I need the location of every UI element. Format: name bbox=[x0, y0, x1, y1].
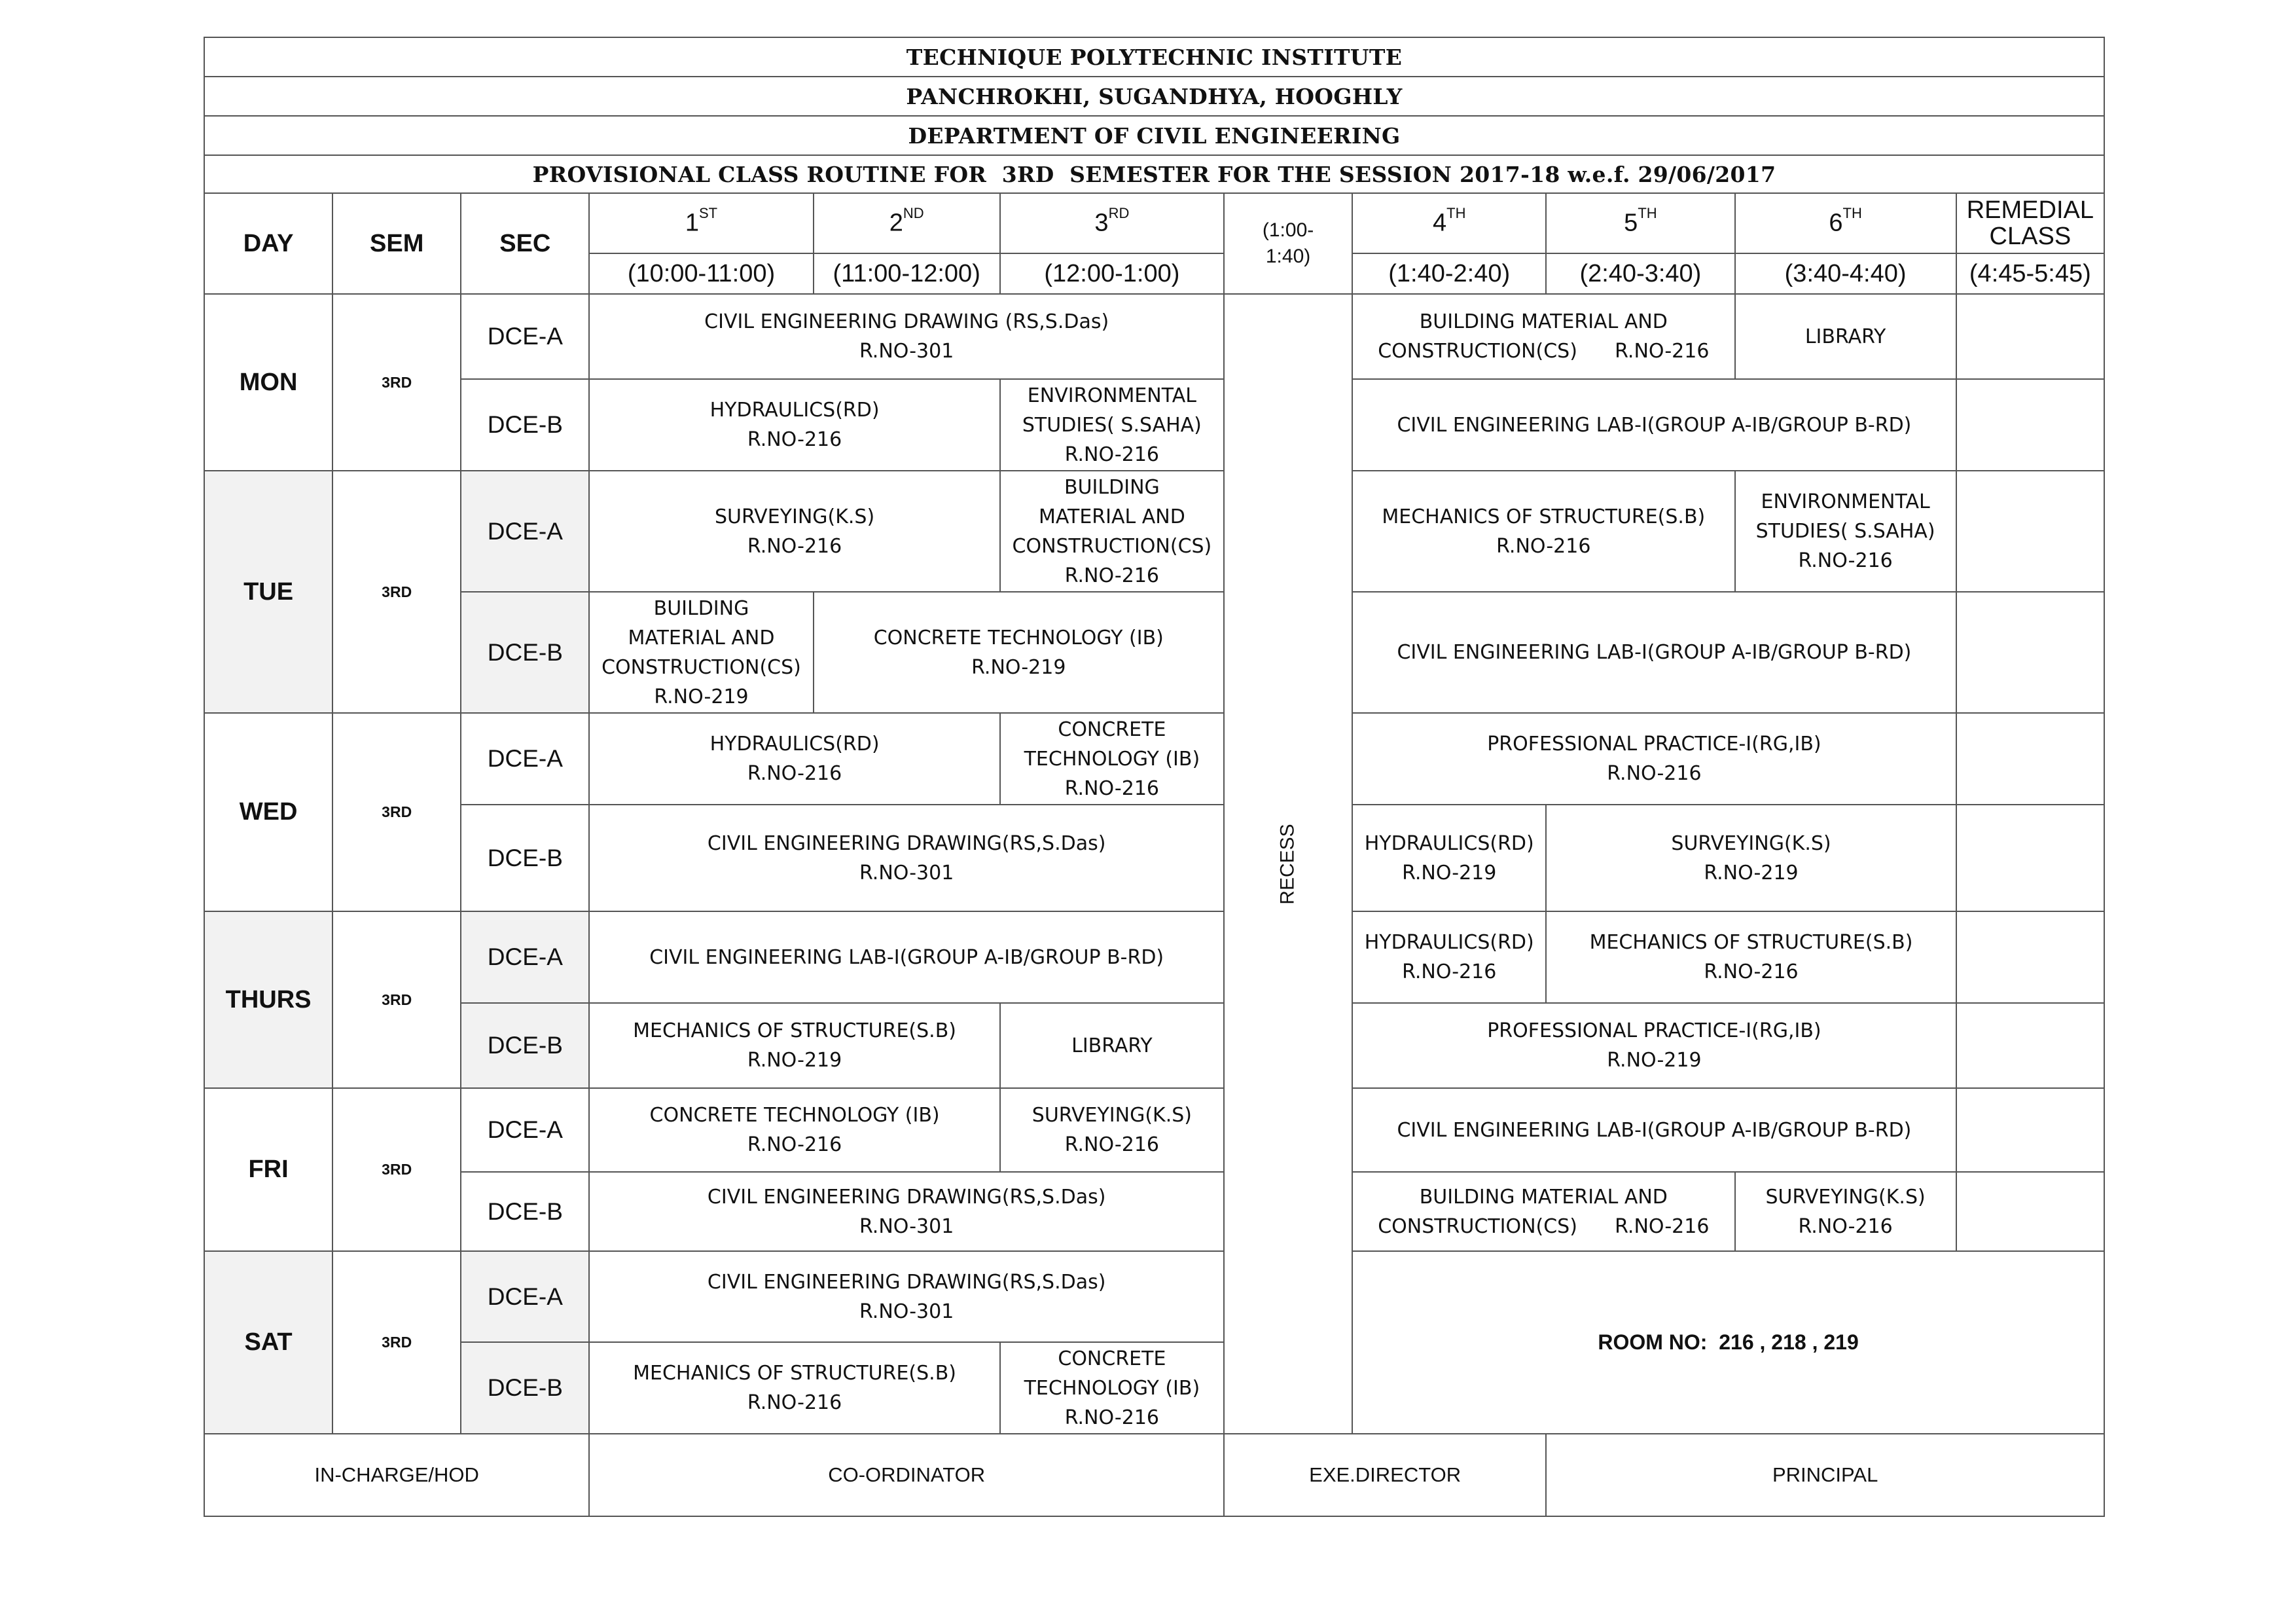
sem-sat: 3RD bbox=[332, 1251, 461, 1434]
class-cell bbox=[589, 1088, 999, 1172]
class-cell bbox=[589, 471, 999, 592]
col-header-break: (1:00- 1:40) bbox=[1224, 193, 1352, 294]
class-cell-line: SURVEYING(K.S) bbox=[1031, 1104, 1192, 1127]
col-header-remedial: REMEDIAL CLASS bbox=[1956, 193, 2104, 253]
class-cell-line: CIVIL ENGINEERING DRAWING (RS,S.Das) bbox=[704, 310, 1109, 333]
class-cell-line: TECHNOLOGY (IB) bbox=[1024, 747, 1200, 771]
sec-tue-a: DCE-A bbox=[461, 471, 589, 592]
remedial-cell bbox=[1956, 713, 2104, 805]
class-cell-line: PROFESSIONAL PRACTICE-I(RG,IB) bbox=[1487, 1019, 1821, 1042]
class-cell bbox=[589, 1172, 1224, 1251]
signature-incharge-hod: IN-CHARGE/HOD bbox=[204, 1434, 589, 1516]
col-header-period-6: 6TH bbox=[1735, 193, 1956, 253]
class-cell-line: SURVEYING(K.S) bbox=[714, 505, 875, 528]
signature-principal: PRINCIPAL bbox=[1546, 1434, 2104, 1516]
signature-exe-director: EXE.DIRECTOR bbox=[1224, 1434, 1546, 1516]
class-cell-line: R.NO-301 bbox=[859, 1300, 954, 1323]
sem-wed: 3RD bbox=[332, 713, 461, 911]
sec-wed-a: DCE-A bbox=[461, 713, 589, 805]
sec-fri-b: DCE-B bbox=[461, 1172, 589, 1251]
col-header-period-5: 5TH bbox=[1546, 193, 1734, 253]
institute-address: PANCHROKHI, SUGANDHYA, HOOGHLY bbox=[204, 77, 2104, 116]
class-cell-line: CIVIL ENGINEERING LAB-I(GROUP A-IB/GROUP B-RD) bbox=[1397, 1118, 1912, 1142]
sec-wed-b: DCE-B bbox=[461, 805, 589, 911]
day-wed: WED bbox=[204, 713, 332, 911]
class-cell bbox=[589, 1342, 999, 1434]
class-cell bbox=[1546, 911, 1956, 1003]
day-sat: SAT bbox=[204, 1251, 332, 1434]
class-cell-line: CONSTRUCTION(CS) R.NO-216 bbox=[1378, 340, 1710, 363]
class-cell-line: R.NO-216 bbox=[747, 1391, 842, 1414]
class-cell-line: CONSTRUCTION(CS) bbox=[601, 655, 801, 679]
class-cell-line: CONCRETE TECHNOLOGY (IB) bbox=[873, 626, 1164, 649]
class-cell-line: CONSTRUCTION(CS) bbox=[1012, 534, 1212, 558]
class-cell bbox=[589, 592, 813, 713]
class-cell-line: R.NO-216 bbox=[1798, 1214, 1893, 1238]
class-cell-line: MECHANICS OF STRUCTURE(S.B) bbox=[633, 1362, 956, 1385]
remedial-cell bbox=[1956, 911, 2104, 1003]
class-cell bbox=[589, 379, 999, 471]
period-4-time: (1:40-2:40) bbox=[1352, 253, 1546, 294]
remedial-cell bbox=[1956, 379, 2104, 471]
class-cell bbox=[1000, 713, 1224, 805]
institute-name: TECHNIQUE POLYTECHNIC INSTITUTE bbox=[204, 37, 2104, 77]
class-cell bbox=[1352, 1003, 1956, 1088]
signature-coordinator: CO-ORDINATOR bbox=[589, 1434, 1224, 1516]
period-6-time: (3:40-4:40) bbox=[1735, 253, 1956, 294]
class-cell-line: SURVEYING(K.S) bbox=[1765, 1185, 1926, 1209]
remedial-cell bbox=[1956, 1172, 2104, 1251]
class-cell bbox=[1735, 471, 1956, 592]
class-cell-line: CIVIL ENGINEERING DRAWING(RS,S.Das) bbox=[707, 831, 1106, 855]
sec-mon-a: DCE-A bbox=[461, 294, 589, 379]
class-cell-line: BUILDING bbox=[1064, 475, 1160, 499]
class-cell-line: R.NO-216 bbox=[1607, 762, 1702, 785]
class-cell-line: HYDRAULICS(RD) bbox=[1364, 831, 1534, 855]
class-cell-line: CONCRETE bbox=[1058, 718, 1166, 741]
class-cell-line: R.NO-219 bbox=[1607, 1049, 1702, 1072]
class-cell-line: R.NO-216 bbox=[1496, 534, 1591, 558]
sem-thurs: 3RD bbox=[332, 911, 461, 1088]
class-cell-line: CONCRETE TECHNOLOGY (IB) bbox=[649, 1104, 940, 1127]
col-header-period-3: 3RD bbox=[1000, 193, 1224, 253]
class-routine-table bbox=[204, 37, 2105, 1517]
class-cell-line: R.NO-216 bbox=[1064, 443, 1160, 466]
sec-mon-b: DCE-B bbox=[461, 379, 589, 471]
period-1-time: (10:00-11:00) bbox=[589, 253, 813, 294]
class-cell-line: R.NO-219 bbox=[1402, 861, 1497, 884]
remedial-cell bbox=[1956, 805, 2104, 911]
class-cell-line: LIBRARY bbox=[1071, 1034, 1153, 1057]
class-cell bbox=[1352, 592, 1956, 713]
class-cell-line: R.NO-216 bbox=[747, 762, 842, 785]
class-cell-line: STUDIES( S.SAHA) bbox=[1755, 520, 1935, 543]
class-cell bbox=[1735, 1172, 1956, 1251]
sec-sat-b: DCE-B bbox=[461, 1342, 589, 1434]
sec-thurs-b: DCE-B bbox=[461, 1003, 589, 1088]
class-cell-line: CIVIL ENGINEERING LAB-I(GROUP A-IB/GROUP B-RD) bbox=[1397, 641, 1912, 664]
class-cell-line: R.NO-219 bbox=[654, 685, 749, 708]
recess-column bbox=[1224, 294, 1352, 1434]
class-cell-line: R.NO-216 bbox=[1064, 776, 1160, 800]
class-cell bbox=[589, 294, 1224, 379]
class-cell-line: R.NO-219 bbox=[1704, 861, 1799, 884]
col-header-sem: SEM bbox=[332, 193, 461, 294]
class-cell bbox=[1352, 379, 1956, 471]
day-thurs: THURS bbox=[204, 911, 332, 1088]
class-cell-line: R.NO-216 bbox=[747, 534, 842, 558]
day-tue: TUE bbox=[204, 471, 332, 713]
class-cell-line: R.NO-219 bbox=[747, 1049, 842, 1072]
class-cell-line: MATERIAL AND bbox=[1038, 505, 1185, 528]
remedial-cell bbox=[1956, 294, 2104, 379]
class-cell bbox=[814, 592, 1224, 713]
class-cell-line: R.NO-216 bbox=[747, 428, 842, 451]
class-cell-line: R.NO-219 bbox=[971, 655, 1066, 679]
col-header-sec: SEC bbox=[461, 193, 589, 294]
room-numbers: ROOM NO: 216 , 218 , 219 bbox=[1352, 1251, 2104, 1434]
class-cell-line: ENVIRONMENTAL bbox=[1761, 490, 1930, 513]
class-cell bbox=[1352, 805, 1546, 911]
period-2-time: (11:00-12:00) bbox=[814, 253, 1000, 294]
routine-title: PROVISIONAL CLASS ROUTINE FOR 3RD SEMESTER FOR THE SESSION 2017-18 w.e.f. 29/06/2017 bbox=[204, 155, 2104, 193]
class-cell bbox=[589, 911, 1224, 1003]
day-fri: FRI bbox=[204, 1088, 332, 1251]
class-cell-line: BUILDING MATERIAL AND bbox=[1419, 1185, 1668, 1209]
class-cell bbox=[1000, 379, 1224, 471]
class-cell bbox=[589, 1003, 999, 1088]
class-cell-line: R.NO-216 bbox=[1798, 549, 1893, 572]
col-header-day: DAY bbox=[204, 193, 332, 294]
class-cell-line: MECHANICS OF STRUCTURE(S.B) bbox=[1589, 931, 1913, 954]
remedial-cell bbox=[1956, 1088, 2104, 1172]
class-cell-line: TECHNOLOGY (IB) bbox=[1024, 1376, 1200, 1400]
class-cell-line: MECHANICS OF STRUCTURE(S.B) bbox=[1382, 505, 1706, 528]
class-cell-line: CIVIL ENGINEERING LAB-I(GROUP A-IB/GROUP B-RD) bbox=[649, 945, 1164, 969]
class-cell-line: CONSTRUCTION(CS) R.NO-216 bbox=[1378, 1214, 1710, 1238]
class-cell bbox=[1352, 911, 1546, 1003]
class-cell bbox=[589, 713, 999, 805]
class-cell-line: R.NO-301 bbox=[859, 861, 954, 884]
class-cell-line: HYDRAULICS(RD) bbox=[709, 733, 880, 756]
col-header-period-2: 2ND bbox=[814, 193, 1000, 253]
class-cell bbox=[1000, 1088, 1224, 1172]
sec-tue-b: DCE-B bbox=[461, 592, 589, 713]
class-cell-line: R.NO-216 bbox=[1064, 1133, 1160, 1156]
class-cell bbox=[1546, 805, 1956, 911]
class-cell-line: R.NO-216 bbox=[747, 1133, 842, 1156]
day-mon: MON bbox=[204, 294, 332, 471]
class-cell-line: SURVEYING(K.S) bbox=[1671, 831, 1831, 855]
class-cell bbox=[1352, 1088, 1956, 1172]
sec-fri-a: DCE-A bbox=[461, 1088, 589, 1172]
remedial-cell bbox=[1956, 1003, 2104, 1088]
class-cell-line: MECHANICS OF STRUCTURE(S.B) bbox=[633, 1019, 956, 1042]
recess-label: RECESS bbox=[1277, 823, 1299, 905]
class-cell-line: CIVIL ENGINEERING LAB-I(GROUP A-IB/GROUP B-RD) bbox=[1397, 413, 1912, 437]
class-cell-line: R.NO-301 bbox=[859, 340, 954, 363]
sem-fri: 3RD bbox=[332, 1088, 461, 1251]
remedial-cell bbox=[1956, 592, 2104, 713]
sem-mon: 3RD bbox=[332, 294, 461, 471]
class-cell-line: ENVIRONMENTAL bbox=[1027, 384, 1196, 407]
class-cell bbox=[1352, 471, 1734, 592]
remedial-cell bbox=[1956, 471, 2104, 592]
class-cell-line: LIBRARY bbox=[1804, 325, 1886, 348]
class-cell bbox=[589, 805, 1224, 911]
period-5-time: (2:40-3:40) bbox=[1546, 253, 1734, 294]
class-cell-line: R.NO-216 bbox=[1064, 564, 1160, 587]
class-cell bbox=[1352, 713, 1956, 805]
class-cell-line: R.NO-216 bbox=[1704, 960, 1799, 983]
department-name: DEPARTMENT OF CIVIL ENGINEERING bbox=[204, 116, 2104, 155]
class-cell bbox=[1000, 1003, 1224, 1088]
class-cell bbox=[1352, 294, 1734, 379]
class-cell bbox=[1735, 294, 1956, 379]
class-cell-line: CIVIL ENGINEERING DRAWING(RS,S.Das) bbox=[707, 1185, 1106, 1209]
class-cell bbox=[1000, 471, 1224, 592]
class-cell-line: HYDRAULICS(RD) bbox=[1364, 931, 1534, 954]
class-cell-line: MATERIAL AND bbox=[628, 626, 775, 649]
period-3-time: (12:00-1:00) bbox=[1000, 253, 1224, 294]
class-cell bbox=[589, 1251, 1224, 1342]
col-header-period-4: 4TH bbox=[1352, 193, 1546, 253]
class-cell-line: CIVIL ENGINEERING DRAWING(RS,S.Das) bbox=[707, 1270, 1106, 1294]
remedial-time: (4:45-5:45) bbox=[1956, 253, 2104, 294]
class-cell-line: BUILDING MATERIAL AND bbox=[1419, 310, 1668, 333]
class-cell-line: R.NO-301 bbox=[859, 1214, 954, 1238]
class-cell-line: CONCRETE bbox=[1058, 1347, 1166, 1370]
class-cell bbox=[1352, 1172, 1734, 1251]
class-cell-line: PROFESSIONAL PRACTICE-I(RG,IB) bbox=[1487, 733, 1821, 756]
class-cell-line: BUILDING bbox=[653, 596, 749, 620]
class-cell-line: R.NO-216 bbox=[1402, 960, 1497, 983]
col-header-period-1: 1ST bbox=[589, 193, 813, 253]
class-cell-line: STUDIES( S.SAHA) bbox=[1022, 413, 1202, 437]
class-cell-line: HYDRAULICS(RD) bbox=[709, 399, 880, 422]
sem-tue: 3RD bbox=[332, 471, 461, 713]
sec-thurs-a: DCE-A bbox=[461, 911, 589, 1003]
class-cell bbox=[1000, 1342, 1224, 1434]
sec-sat-a: DCE-A bbox=[461, 1251, 589, 1342]
class-cell-line: R.NO-216 bbox=[1064, 1406, 1160, 1429]
